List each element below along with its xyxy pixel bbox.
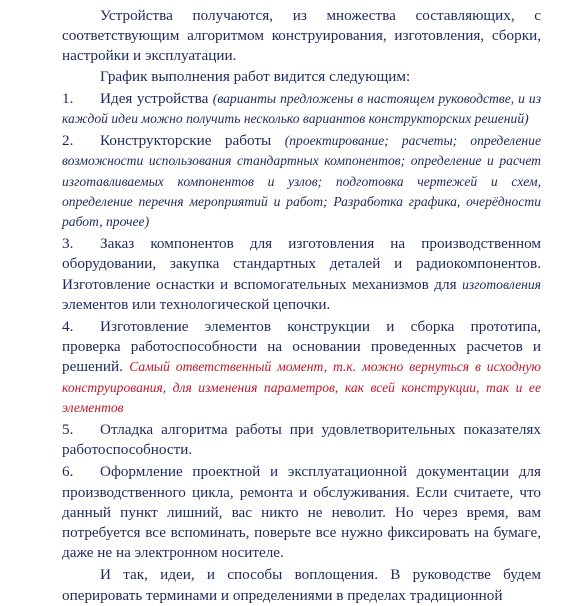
step-italic-word: изготовления <box>462 276 541 292</box>
step-number: 5. <box>62 421 74 439</box>
step-number: 1. <box>62 89 74 107</box>
step-title: Идея устройства <box>100 89 209 107</box>
step-number: 6. <box>62 463 74 481</box>
step-4 <box>62 317 541 418</box>
step-number: 2. <box>62 132 74 150</box>
step-title: Конструкторские работы <box>100 132 272 150</box>
step-title: Оформление проектной и эксплуатационной документации для производственного цикла, ремонта и обслуживания. Если считаете, что данный пункт лишний, вас никто не неволит. Но через время, вам потребуется все вспоминать, поверьте все нужно фиксировать на бумаге, даже не на электронном носителе. <box>62 463 541 562</box>
closing-paragraph: И так, идеи, и способы воплощения. В руководстве будем оперировать терминами и определениями в пределах традиционной <box>62 566 541 604</box>
step-title: Отладка алгоритма работы при удовлетворительных показателях работоспособности. <box>62 421 541 459</box>
step-title: Изготовление элементов конструкции и сборка прототипа, проверка работоспособности на основании проведенных расчетов и решений. <box>62 318 541 376</box>
step-text-end: элементов или технологической цепочки. <box>62 295 331 313</box>
step-6 <box>62 462 541 563</box>
step-italic-note: (проектирование; расчеты; определение возможности использования стандартных компонентов; определение и расчет изготавливаемых компонентов и узлов; подготовка чертежей и схем, определение перечня мероприятий и работ; Разработка графика, очерёдности работ, прочее) <box>62 133 542 230</box>
step-text: Заказ компонентов для изготовления на производственном оборудовании, закупка стандартных деталей и радиокомпонентов. Изготовление оснастки и вспомогательных механизмов для <box>62 235 541 293</box>
intro-paragraph: Устройства получаются, из множества составляющих, с соответствующим алгоритмом конструирования, изготовления, сборки, настройки и эксплуатации. <box>62 7 541 65</box>
important-note: Самый ответственный момент, т.к. можно вернуться в исходную конструирования, для изменения параметров, как всей конструкции, так и ее элементов <box>62 359 541 415</box>
step-5 <box>62 420 541 460</box>
step-1 <box>62 89 541 129</box>
step-italic-note: (варианты предложены в настоящем руководстве, и из каждой идеи можно получить несколько вариантов конструкторских решений) <box>62 90 542 127</box>
document-page <box>62 6 541 606</box>
step-number: 4. <box>62 318 74 336</box>
step-3 <box>62 234 541 315</box>
schedule-heading: График выполнения работ видится следующим: <box>100 67 411 85</box>
step-number: 3. <box>62 235 74 253</box>
step-2 <box>62 131 541 232</box>
